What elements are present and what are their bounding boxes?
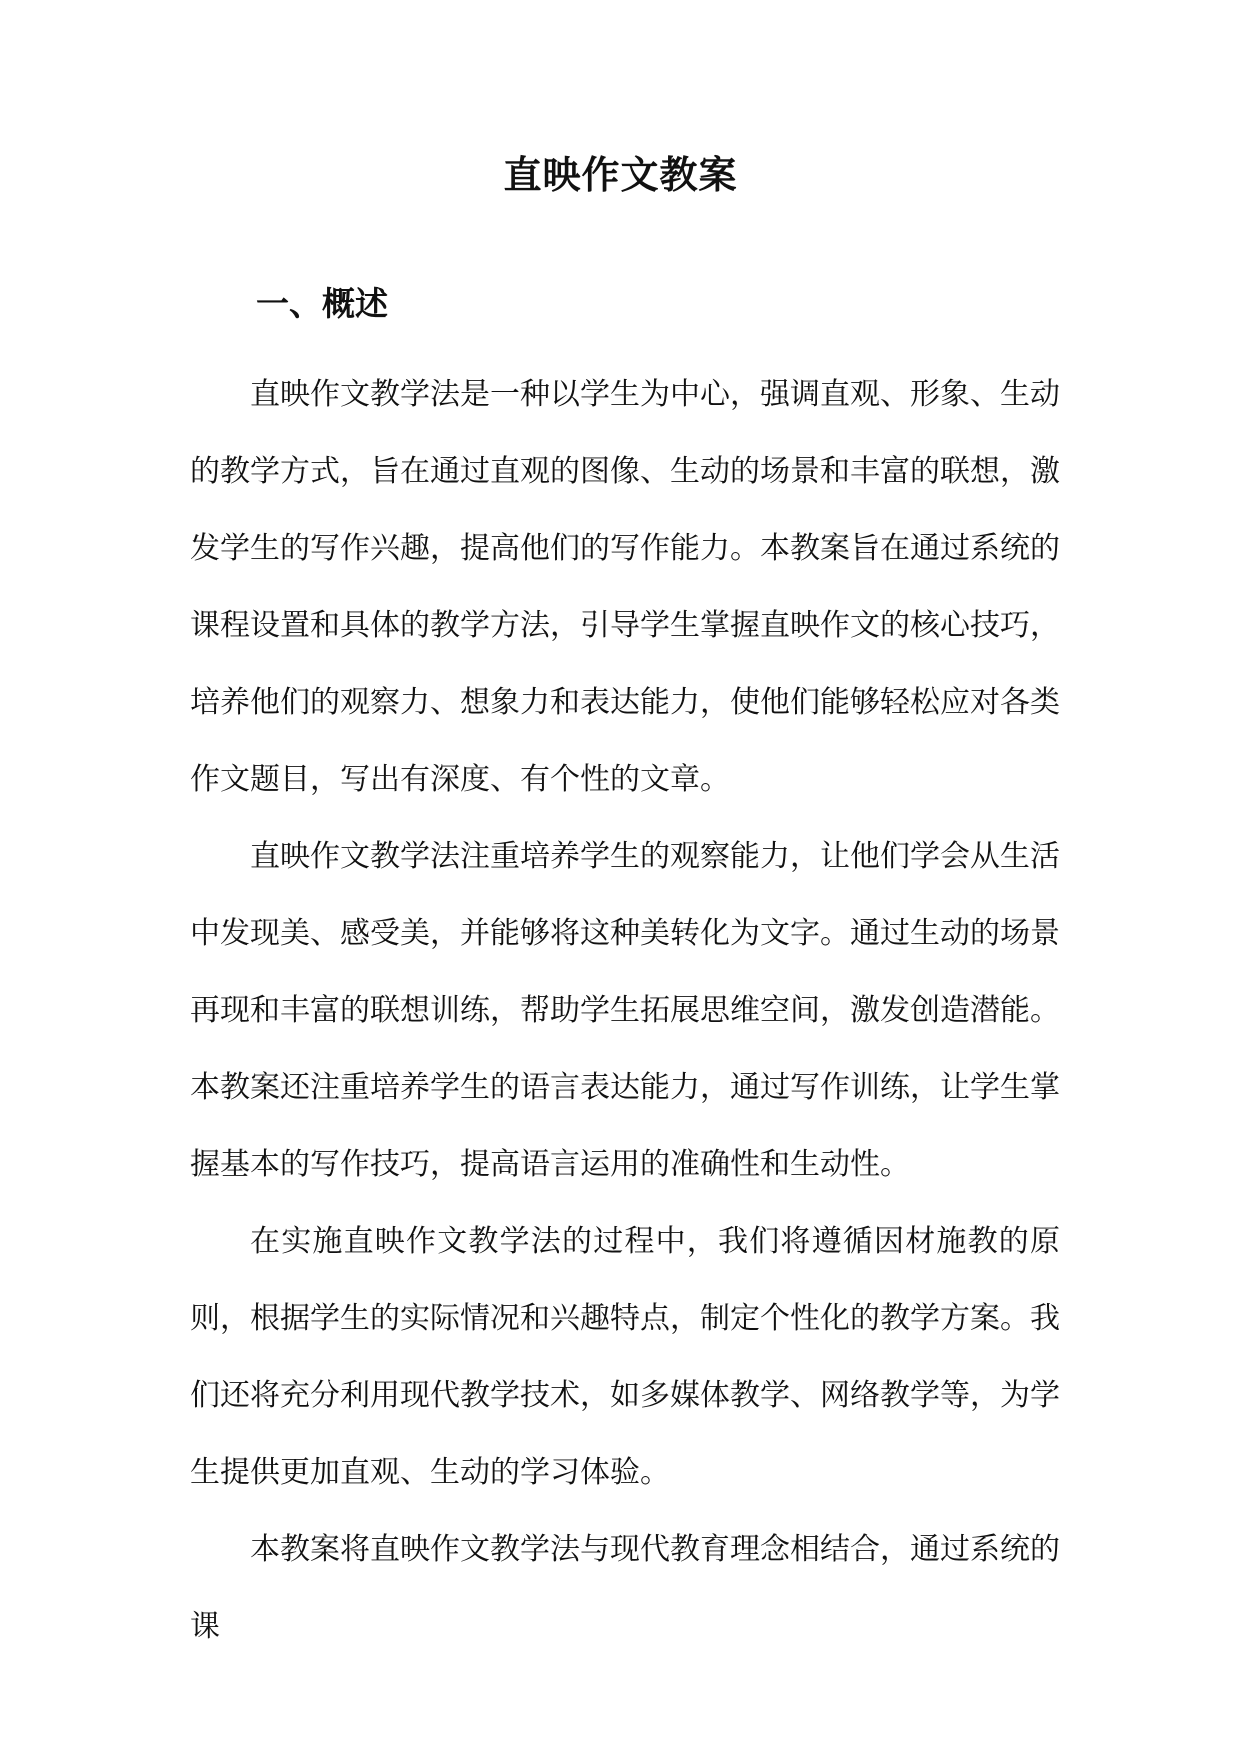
paragraph: 直映作文教学法注重培养学生的观察能力，让他们学会从生活中发现美、感受美，并能够将这种美转化为文字。通过生动的场景再现和丰富的联想训练，帮助学生拓展思维空间，激发创造潜能。本教案还注重培养学生的语言表达能力，通过写作训练，让学生掌握基本的写作技巧，提高语言运用的准确性和生动性。 [190,839,1060,1182]
body-text [190,356,1060,1665]
paragraph: 在实施直映作文教学法的过程中，我们将遵循因材施教的原则，根据学生的实际情况和兴趣特点，制定个性化的教学方案。我们还将充分利用现代教学技术，如多媒体教学、网络教学等，为学生提供更加直观、生动的学习体验。 [190,1224,1060,1490]
document-title: 直映作文教案 [503,152,738,197]
paragraph: 本教案将直映作文教学法与现代教育理念相结合，通过系统的课 [190,1532,1060,1644]
paragraph: 直映作文教学法是一种以学生为中心，强调直观、形象、生动的教学方式，旨在通过直观的图像、生动的场景和丰富的联想，激发学生的写作兴趣，提高他们的写作能力。本教案旨在通过系统的课程设置和具体的教学方法，引导学生掌握直映作文的核心技巧，培养他们的观察力、想象力和表达能力，使他们能够轻松应对各类作文题目，写出有深度、有个性的文章。 [190,377,1060,797]
section-heading: 一、概述 [256,284,388,323]
